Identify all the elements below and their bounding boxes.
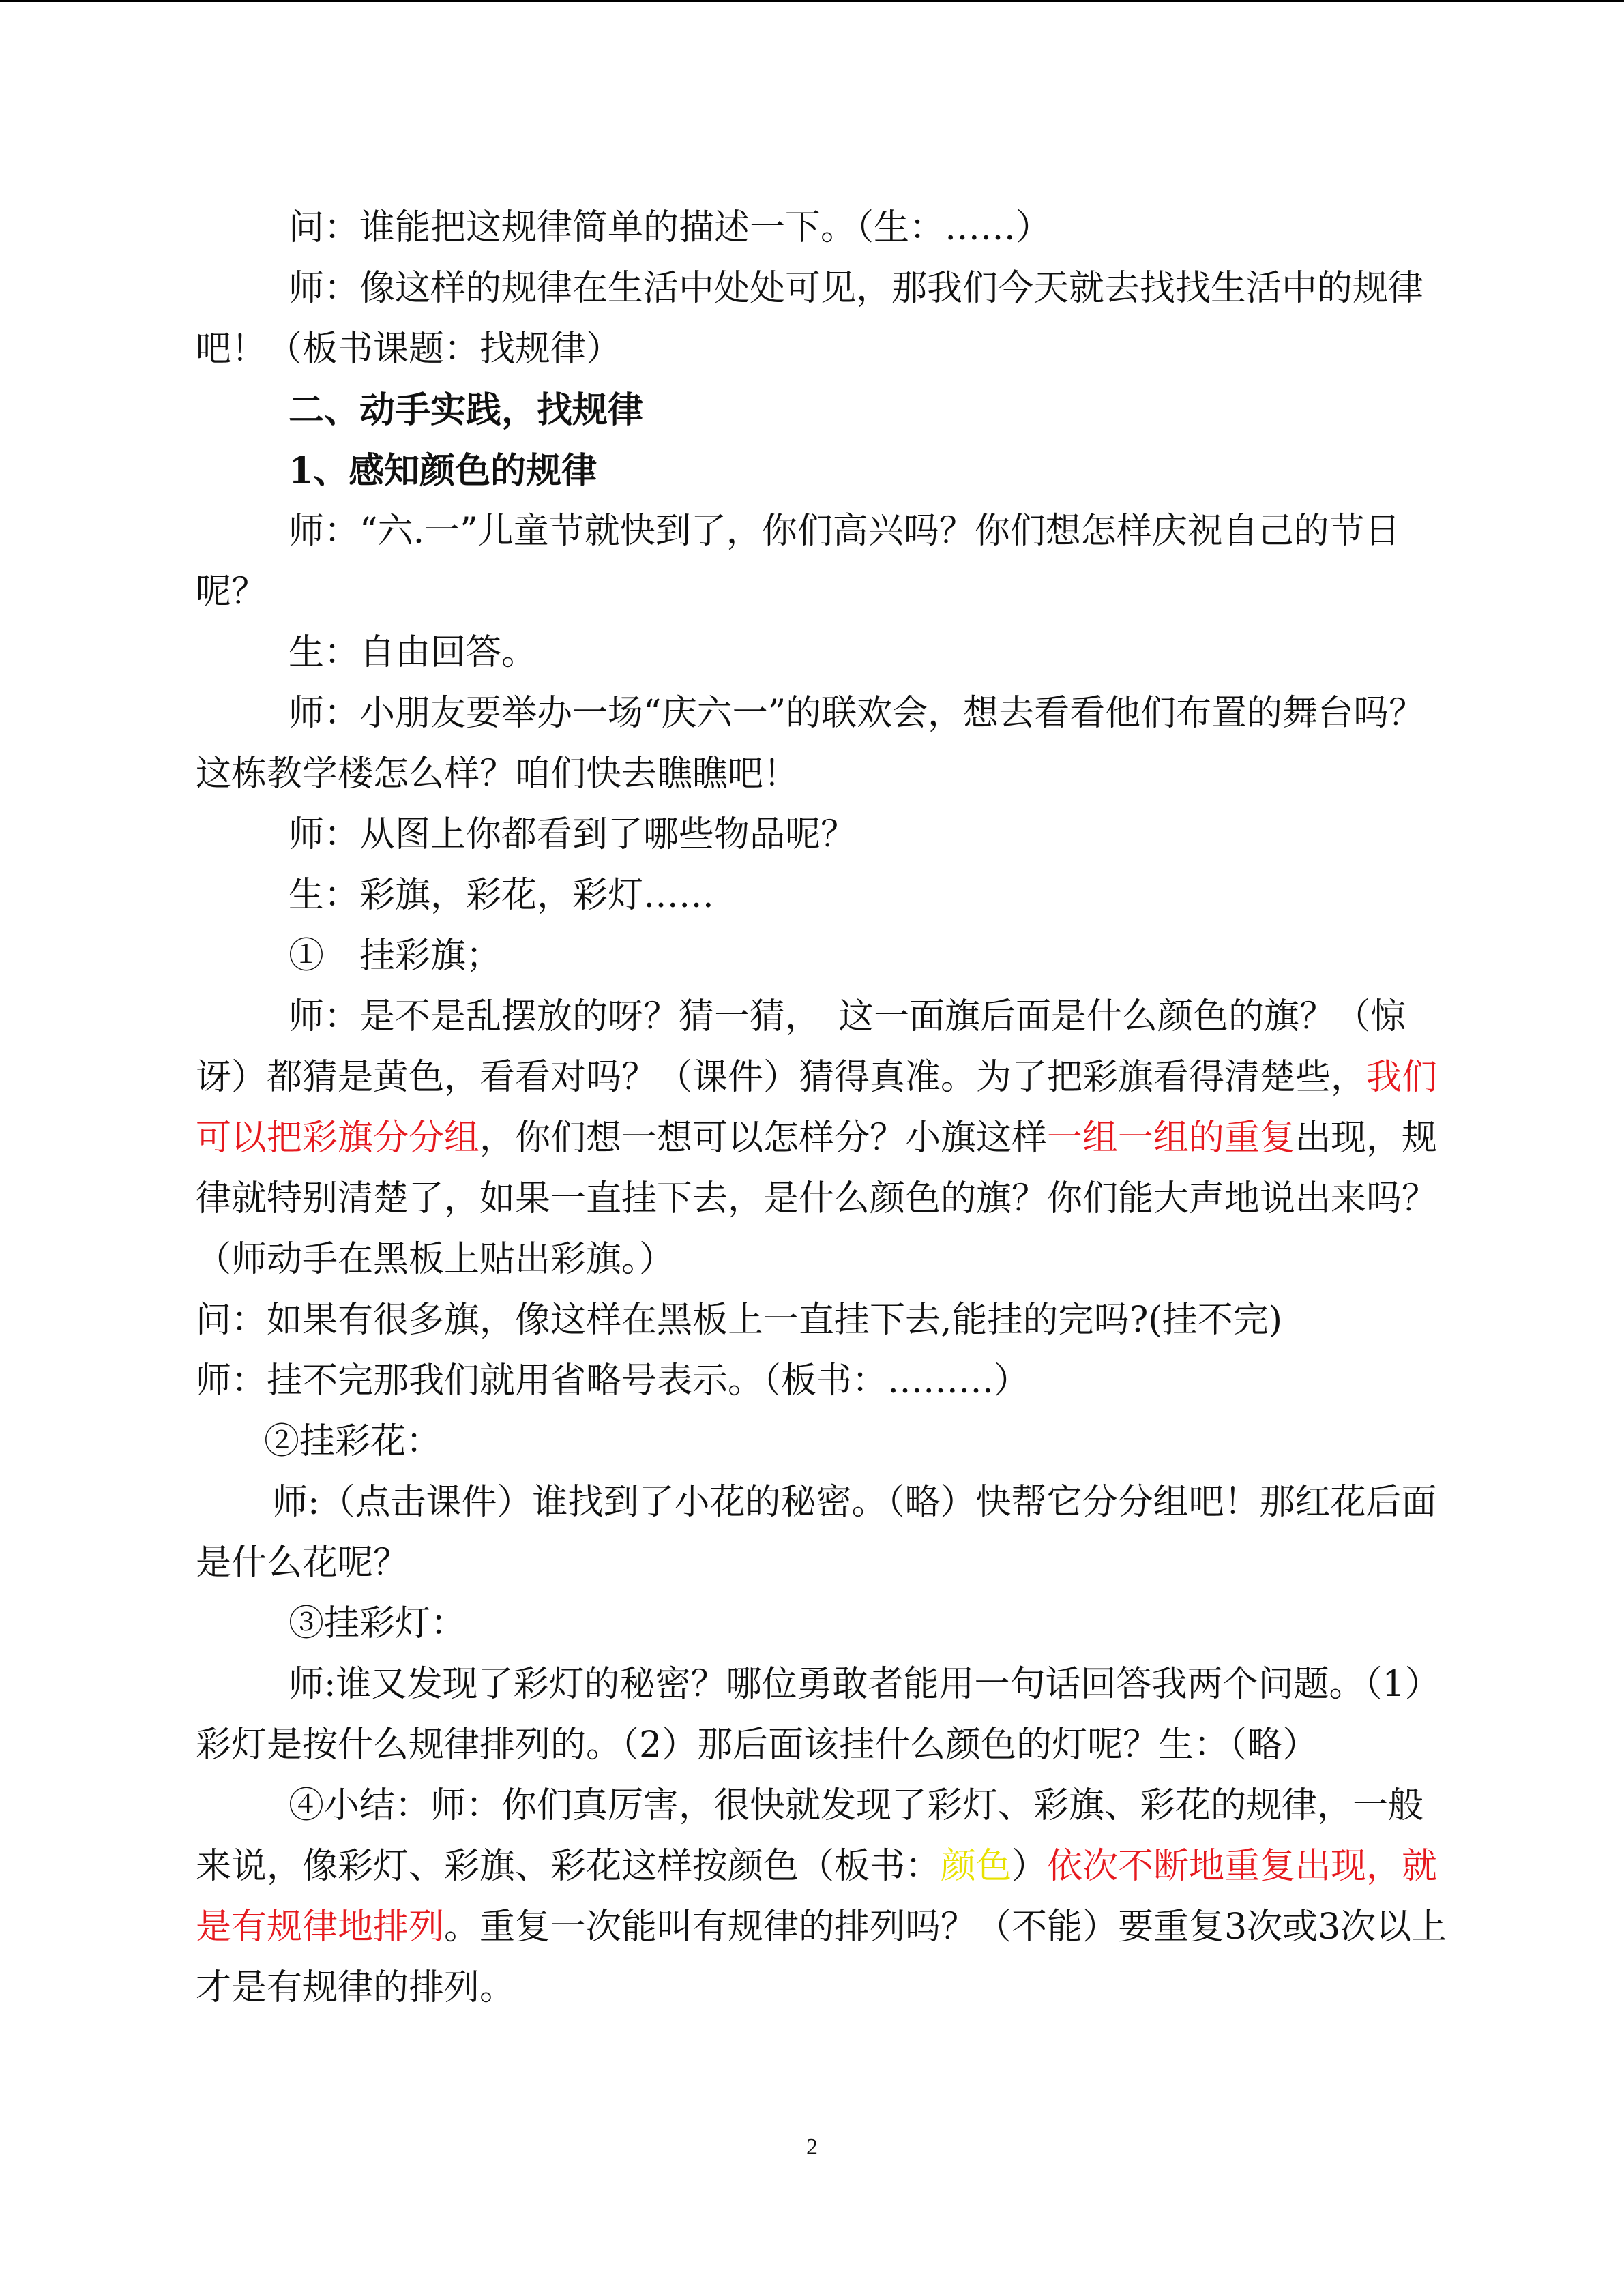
list-item: ②挂彩花： [264, 1421, 442, 1462]
paragraph: 师：像这样的规律在生活中处处可见，那我们今天就去找找生活中的规律吧！（板书课题：找规律） [196, 268, 1424, 370]
paragraph: 问：如果有很多旗，像这样在黑板上一直挂下去,能挂的完吗?(挂不完) [196, 1300, 1282, 1341]
list-item: ① 挂彩旗； [289, 936, 502, 976]
list-item: ③挂彩灯： [289, 1603, 467, 1644]
text-run: 出现，规律就特别清楚了，如果一直挂下去，是什么颜色的旗？你们能大声地说出来吗？（师动手在黑板上贴出彩旗。） [196, 1118, 1438, 1280]
highlighted-text: 依次不断地重复出现，就是有规律地排列 [196, 1846, 1438, 1948]
page-number: 2 [806, 2134, 818, 2160]
paragraph: 师:（点击课件）谁找到了小花的秘密。（略）快帮它分分组吧！那红花后面是什么花呢？ [196, 1482, 1437, 1583]
subsection-heading: 1、感知颜色的规律 [289, 450, 597, 492]
text-run: ④小结：师：你们真厉害，很快就发现了彩灯、彩旗、彩花的规律，一般来说，像彩灯、彩旗、彩花这样按颜色（板书： [196, 1785, 1424, 1887]
text-run: 师：是不是乱摆放的呀？猜一猜， 这一面旗后面是什么颜色的旗？（惊讶）都猜是黄色，看看对吗？（课件）猜得真准。为了把彩旗看得清楚些， [196, 996, 1406, 1098]
paragraph: 问：谁能把这规律简单的描述一下。（生：……） [289, 207, 1052, 248]
highlighted-text: 一组一组的重复 [1047, 1118, 1296, 1159]
paragraph: 师：挂不完那我们就用省略号表示。（板书：………） [196, 1360, 1030, 1401]
paragraph: 生：彩旗，彩花，彩灯…… [289, 875, 715, 916]
highlighted-text: 颜色 [941, 1846, 1012, 1887]
document-body [196, 198, 1451, 2018]
paragraph: 师：“六.一”儿童节就快到了，你们高兴吗？你们想怎样庆祝自己的节日呢？ [196, 511, 1400, 612]
top-border-line [0, 0, 1624, 2]
text-run: ，你们想一想可以怎样分？小旗这样 [479, 1118, 1048, 1159]
section-heading: 二、动手实践，找规律 [289, 389, 644, 431]
paragraph: 师：小朋友要举办一场“庆六一”的联欢会，想去看看他们布置的舞台吗？这栋教学楼怎么样？咱们快去瞧瞧吧！ [196, 693, 1425, 794]
text-run: ） [1012, 1846, 1048, 1887]
paragraph: 生：自由回答。 [289, 632, 537, 673]
paragraph [196, 987, 1451, 1290]
paragraph: 师：从图上你都看到了哪些物品呢？ [289, 814, 857, 855]
paragraph [196, 1776, 1451, 2018]
highlighted-text: 我们可以把彩旗分分组 [196, 1057, 1438, 1159]
text-run: 。重复一次能叫有规律的排列吗？（不能）要重复3次或3次以上才是有规律的排列。 [196, 1907, 1447, 2008]
paragraph: 师:谁又发现了彩灯的秘密？哪位勇敢者能用一句话回答我两个问题。（1）彩灯是按什么规律排列的。（2）那后面该挂什么颜色的灯呢？生：（略） [196, 1664, 1441, 1765]
